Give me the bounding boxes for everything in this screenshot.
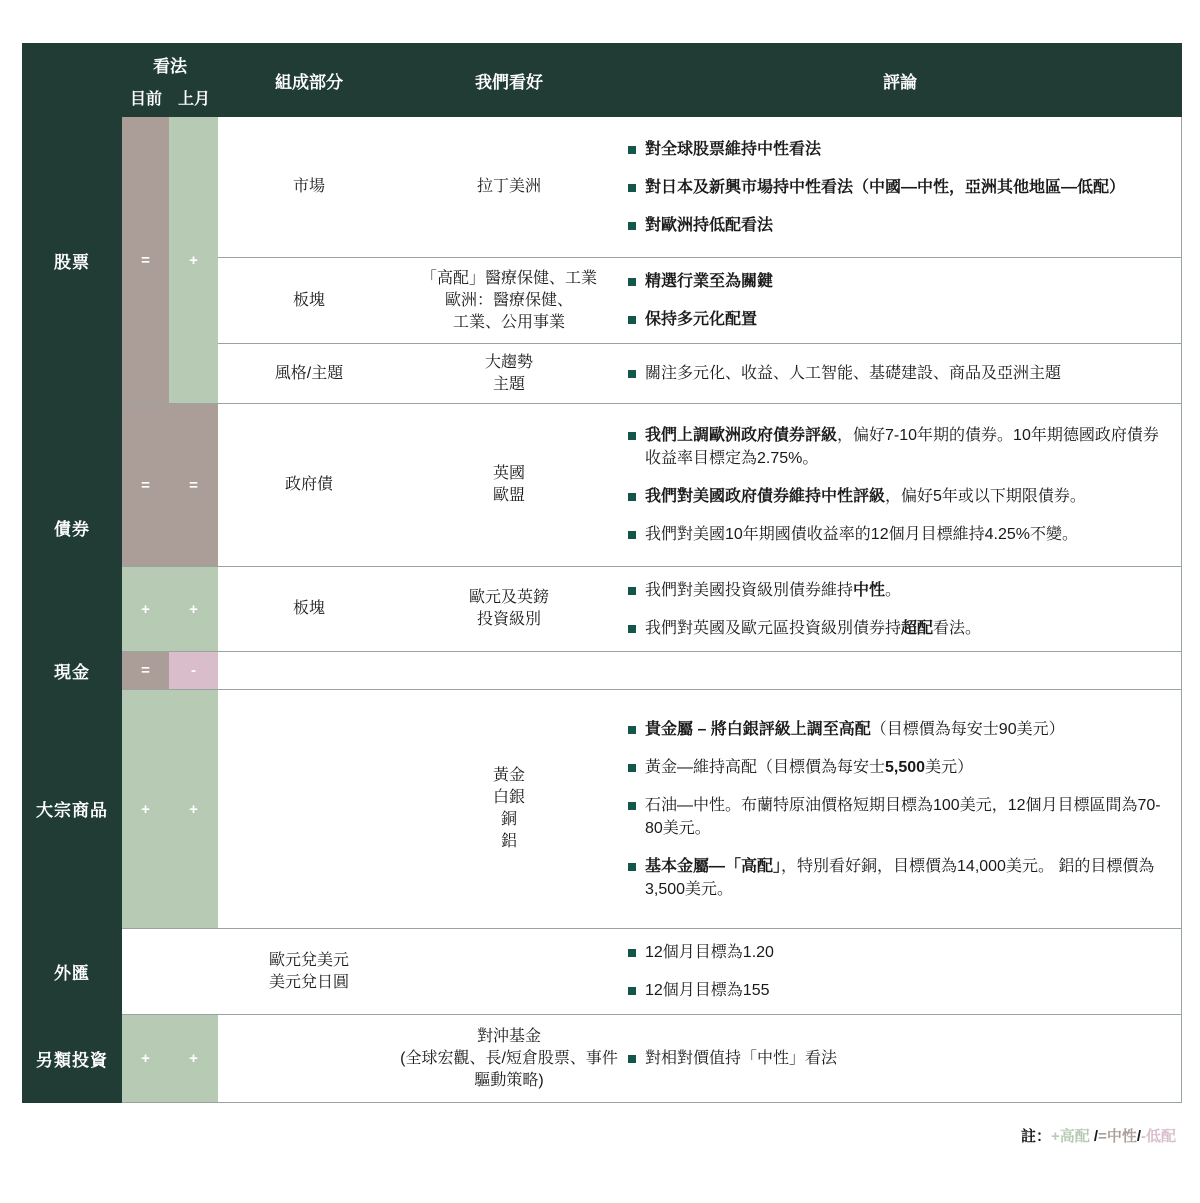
favor-cell-line: 黃金: [492, 767, 525, 784]
current-column-header: 目前: [129, 90, 162, 108]
view-sign: +: [189, 600, 198, 618]
comment-segment: 。: [885, 581, 902, 599]
bullet-square-icon: [628, 184, 636, 192]
comment-text: [645, 617, 1165, 640]
comment-segment: 12個月目標為155: [645, 982, 770, 999]
view-sign: +: [189, 1050, 198, 1067]
section-cash: [22, 651, 1182, 689]
prior-column-header: 上月: [177, 90, 210, 108]
table-row: [218, 690, 1181, 928]
favor-cell-line: 投資級別: [476, 611, 541, 628]
section-fx: [22, 928, 1182, 1014]
comment-cell: [618, 344, 1181, 403]
section-content: [122, 689, 1182, 928]
section-bonds: [22, 403, 1182, 651]
view-current-cell: [122, 690, 169, 928]
comment-cell: [618, 404, 1181, 566]
favor-cell-line: 工業、公用事業: [452, 313, 565, 331]
favor-cell-line: 歐洲：醫療保健、: [444, 291, 573, 309]
view-current-cell: [122, 929, 169, 1014]
table-row: [122, 404, 1181, 566]
comment-bullet: [628, 214, 1165, 237]
bullet-square-icon: [628, 802, 636, 810]
view-current-cell: [122, 652, 169, 689]
component-cell-line: 歐元兌美元: [268, 951, 349, 969]
component-cell: [218, 1015, 400, 1102]
comment-segment: 對全球股票維持中性看法: [645, 140, 822, 158]
comment-text: [645, 424, 1165, 470]
legend-note: [22, 1125, 1182, 1146]
comment-bullet: [628, 794, 1165, 840]
views-header: 看法: [153, 56, 187, 76]
rows: [122, 404, 1181, 651]
table-row: [122, 566, 1181, 651]
comment-segment: 精選行業至為關鍵: [645, 273, 774, 290]
legend-prefix: 註：: [1020, 1128, 1051, 1145]
favor-cell: [400, 1015, 618, 1102]
comment-cell: [618, 1015, 1181, 1102]
comment-text: [645, 794, 1165, 840]
rows: [218, 652, 1181, 689]
view-sign: +: [141, 800, 150, 818]
comment-cell: [618, 117, 1181, 257]
comment-text: [645, 718, 1165, 741]
comment-text: [645, 756, 1165, 779]
comment-bullet: [628, 979, 1165, 1002]
bullet-square-icon: [628, 370, 636, 378]
views-subheader: [122, 86, 218, 109]
bullet-square-icon: [628, 493, 636, 501]
component-cell: [218, 567, 400, 651]
table-row: [218, 117, 1181, 257]
favor-column-header: 我們看好: [475, 72, 543, 92]
view-sign: =: [141, 251, 150, 269]
comment-bullet: [628, 941, 1165, 964]
comment-cell: [618, 258, 1181, 343]
header-spacer: [22, 43, 122, 117]
component-cell: [218, 344, 400, 403]
comment-segment: 基本金屬—「高配」: [645, 857, 782, 875]
comment-segment: 對相對價值持「中性」看法: [645, 1050, 838, 1067]
view-sign: +: [141, 1050, 150, 1067]
comment-cell: [618, 567, 1181, 651]
asset-label: 另類投資: [22, 1014, 122, 1103]
bullet-square-icon: [628, 531, 636, 539]
comment-bullet: [628, 270, 1165, 293]
comment-text: [645, 485, 1165, 508]
bullet-square-icon: [628, 987, 636, 995]
table-row: [218, 1015, 1181, 1102]
comment-bullet: [628, 138, 1165, 161]
section-alternatives: [22, 1014, 1182, 1103]
legend-segment: -低配: [1141, 1128, 1176, 1145]
view-sign: =: [141, 476, 150, 494]
favor-cell-line: 拉丁美洲: [476, 178, 541, 195]
view-sign: =: [189, 476, 198, 494]
asset-label: 現金: [22, 651, 122, 689]
component-cell: [218, 690, 400, 928]
comment-text: [645, 362, 1165, 385]
view-prior-cell: [169, 690, 218, 928]
view-prior-cell: [169, 404, 218, 566]
bullet-square-icon: [628, 146, 636, 154]
favor-cell-line: 銅: [500, 811, 517, 828]
bullet-square-icon: [628, 222, 636, 230]
favor-cell: [400, 690, 618, 928]
component-cell: [218, 929, 400, 1014]
comment-text: [645, 270, 1165, 293]
views-header-group: [122, 43, 218, 117]
comment-bullet: [628, 855, 1165, 901]
favor-cell-line: 鋁: [500, 833, 517, 850]
bullet-square-icon: [628, 316, 636, 324]
bullet-square-icon: [628, 863, 636, 871]
comment-segment: 我們對美國投資級別債券維持: [645, 581, 854, 599]
asset-label: 債券: [22, 403, 122, 651]
favor-cell-line: 「高配」醫療保健、工業: [420, 269, 597, 287]
comment-bullet: [628, 362, 1165, 385]
comment-bullet: [628, 756, 1165, 779]
legend-segments: [1051, 1128, 1176, 1145]
comment-segment: 看法。: [933, 619, 982, 637]
comment-segment: 超配: [901, 619, 934, 637]
favor-cell-line: 對沖基金: [476, 1027, 541, 1045]
comment-segment: 我們對美國政府債券維持中性評級: [645, 488, 886, 505]
view-sign: +: [189, 800, 198, 818]
section-content: [122, 928, 1182, 1014]
component-cell-line: 板塊: [292, 291, 325, 309]
asset-label: 股票: [22, 117, 122, 403]
comment-segment: 我們上調歐洲政府債券評級: [645, 427, 838, 444]
comment-segment: ，特別看好銅，目標價為14,000美元。 鋁的目標價為 3,500美元。: [645, 857, 1155, 898]
comment-segment: 石油—中性。布蘭特原油價格短期目標為100美元，12個月目標區間為70-80美元。: [645, 796, 1161, 837]
comment-cell: [618, 690, 1181, 928]
favor-cell-line: 歐盟: [492, 487, 525, 504]
view-sign: +: [141, 600, 150, 618]
comment-cell: [618, 929, 1181, 1014]
comment-text: [645, 855, 1165, 901]
comment-segment: 我們對英國及歐元區投資級別債券持: [645, 619, 902, 637]
legend-segment: =中性: [1098, 1128, 1137, 1145]
bullet-square-icon: [628, 1055, 636, 1063]
favor-cell-line: 英國: [492, 465, 525, 482]
asset-label: 大宗商品: [22, 689, 122, 928]
component-cell-line: 政府債: [284, 476, 333, 493]
comment-segment: ，偏好5年或以下期限債券。: [885, 488, 1086, 505]
view-prior-cell: [169, 929, 218, 1014]
view-current-cell: [122, 567, 169, 651]
rows: [218, 1015, 1181, 1102]
rows: [218, 929, 1181, 1014]
legend-segment: /: [1136, 1128, 1141, 1145]
comment-bullet: [628, 718, 1165, 741]
comment-segment: （目標價為每安士90美元）: [870, 720, 1065, 738]
comment-text: [645, 214, 1165, 237]
comment-segment: 5,500: [885, 758, 926, 776]
comment-text: [645, 176, 1165, 199]
section-content: [122, 1014, 1182, 1103]
bullet-square-icon: [628, 764, 636, 772]
comment-text: [645, 523, 1165, 546]
section-content: [122, 651, 1182, 689]
table-header: [22, 43, 1182, 117]
comment-text: [645, 308, 1165, 331]
section-equities: [22, 117, 1182, 403]
component-cell-line: 風格/主題: [274, 364, 344, 382]
bullet-square-icon: [628, 949, 636, 957]
table-row: [218, 652, 1181, 689]
view-prior-cell: [169, 117, 218, 403]
comment-text: [645, 941, 1165, 964]
comment-segment: 黃金—維持高配（目標價為每安士: [645, 758, 886, 776]
component-cell-line: 板塊: [292, 600, 325, 617]
component-cell: [218, 258, 400, 343]
bullet-square-icon: [628, 726, 636, 734]
view-prior-cell: [169, 652, 218, 689]
favor-cell: [400, 567, 618, 651]
view-sign: -: [191, 662, 196, 679]
view-sign: =: [141, 662, 150, 679]
comment-bullet: [628, 1047, 1165, 1070]
comment-segment: 12個月目標為1.20: [645, 944, 774, 961]
comment-bullet: [628, 424, 1165, 470]
favor-cell-line: 白銀: [492, 789, 525, 806]
view-current-cell: [122, 1015, 169, 1102]
asset-label: 外匯: [22, 928, 122, 1014]
comment-bullet: [628, 308, 1165, 331]
component-cell: [218, 117, 400, 257]
comment-cell: [618, 652, 1181, 689]
favor-cell: [400, 258, 618, 343]
bullet-square-icon: [628, 278, 636, 286]
table-row: [218, 257, 1181, 343]
comment-segment: 關注多元化、收益、人工智能、基礎建設、商品及亞洲主題: [645, 365, 1062, 382]
component-cell-line: 市場: [292, 178, 325, 195]
comment-segment: 對日本及新興市場持中性看法（中國—中性，亞洲其他地區—低配）: [645, 178, 1126, 196]
comment-column-header: 評論: [883, 72, 917, 92]
view-current-cell: [122, 404, 169, 566]
asset-allocation-table: [22, 43, 1182, 1103]
comment-bullet: [628, 523, 1165, 546]
section-content: [122, 403, 1182, 651]
comment-bullet: [628, 176, 1165, 199]
component-cell-line: 美元兌日圓: [268, 973, 349, 991]
comment-segment: 保持多元化配置: [645, 311, 758, 328]
comment-text: [645, 579, 1165, 602]
view-current-cell: [122, 117, 169, 403]
favor-cell: [400, 929, 618, 1014]
comment-bullet: [628, 579, 1165, 602]
comment-segment: 美元）: [925, 758, 974, 776]
favor-cell-line: (全球宏觀、長/短倉股票、事件: [400, 1049, 618, 1067]
comment-text: [645, 1047, 1165, 1070]
favor-cell: [400, 117, 618, 257]
bullet-square-icon: [628, 432, 636, 440]
rows: [218, 117, 1181, 403]
comment-segment: 中性: [853, 581, 886, 599]
legend-segment: /: [1089, 1128, 1099, 1145]
favor-cell-line: 大趨勢: [484, 353, 533, 371]
favor-cell-line: 驅動策略): [474, 1071, 544, 1089]
comment-text: [645, 138, 1165, 161]
comment-segment: ，偏好7-10年期的債券。10年期德國政府債券收益率目標定為2.75%。: [645, 427, 1159, 467]
component-column-header: 組成部分: [275, 72, 343, 92]
view-prior-cell: [169, 567, 218, 651]
favor-cell: [400, 652, 618, 689]
component-cell: [218, 652, 400, 689]
table-row: [218, 343, 1181, 403]
favor-cell: [400, 404, 618, 566]
favor-cell-line: 歐元及英鎊: [468, 589, 549, 606]
section-content: [122, 117, 1182, 403]
rows: [218, 690, 1181, 928]
comment-segment: 對歐洲持低配看法: [645, 216, 774, 234]
table-body: [22, 117, 1182, 1103]
component-cell: [218, 404, 400, 566]
comment-bullet: [628, 617, 1165, 640]
comment-segment: 我們對美國10年期國債收益率的12個月目標維持4.25%不變。: [645, 526, 1078, 543]
legend-segment: +高配: [1050, 1128, 1090, 1145]
view-prior-cell: [169, 1015, 218, 1102]
comment-text: [645, 979, 1165, 1002]
favor-cell-line: 主題: [492, 375, 525, 393]
comment-bullet: [628, 485, 1165, 508]
bullet-square-icon: [628, 625, 636, 633]
view-sign: +: [189, 251, 198, 269]
section-commodities: [22, 689, 1182, 928]
favor-cell: [400, 344, 618, 403]
bullet-square-icon: [628, 587, 636, 595]
comment-segment: 貴金屬 – 將白銀評級上調至高配: [645, 720, 871, 738]
table-row: [218, 929, 1181, 1014]
